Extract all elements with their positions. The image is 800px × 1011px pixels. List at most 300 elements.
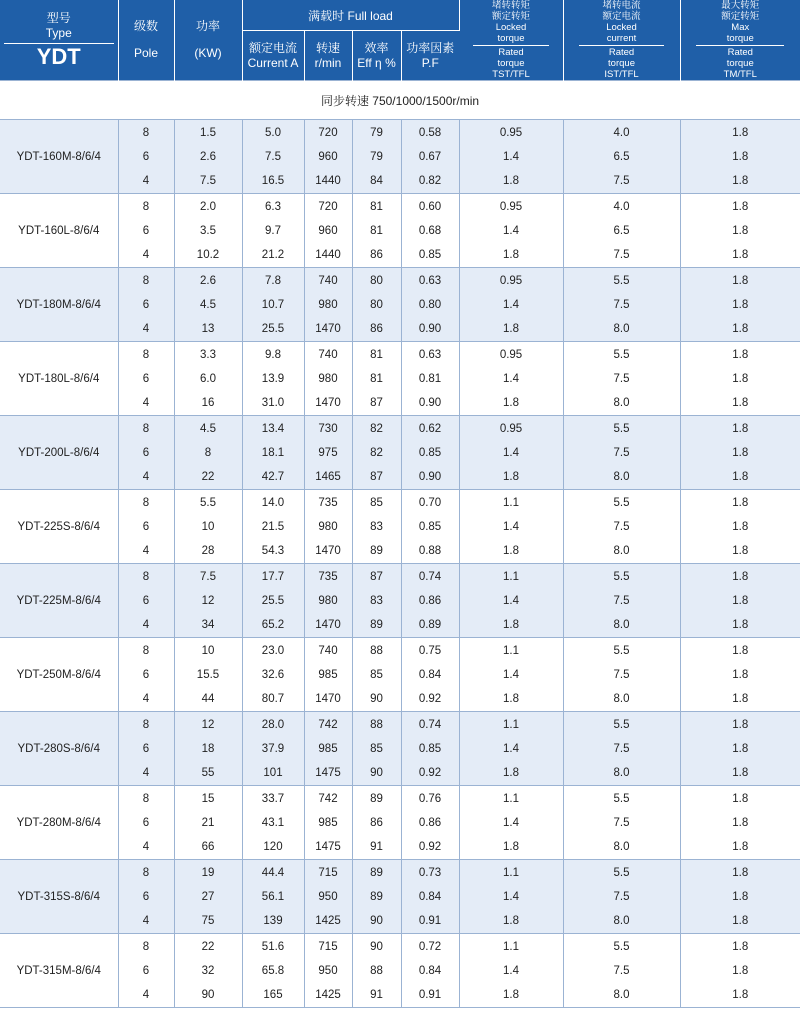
tm-ratio-cell: 1.8 [680,317,800,342]
tst-ratio-cell: 1.8 [459,317,563,342]
efficiency-cell: 81 [352,194,401,220]
current-cell: 21.5 [242,515,304,539]
table-row [0,737,800,761]
power-factor-cell: 0.92 [401,761,459,786]
ist-ratio-cell: 4.0 [563,194,680,220]
tm-ratio-cell: 1.8 [680,564,800,590]
power-factor-cell: 0.60 [401,194,459,220]
ist-ratio-cell: 5.5 [563,786,680,812]
tm-l6: torque [726,58,754,69]
current-cell: 17.7 [242,564,304,590]
tm-ratio-cell: 1.8 [680,737,800,761]
efficiency-cell: 87 [352,465,401,490]
current-cell: 9.8 [242,342,304,368]
power-cell: 90 [174,983,242,1008]
ist-ratio-cell: 5.5 [563,490,680,516]
speed-cell: 1465 [304,465,352,490]
efficiency-cell: 79 [352,120,401,146]
speed-cell: 1470 [304,687,352,712]
current-cell: 28.0 [242,712,304,738]
table-row [0,860,800,886]
efficiency-cell: 90 [352,687,401,712]
table-header [0,0,800,81]
ist-ratio-cell: 5.5 [563,564,680,590]
tst-ratio-cell: 0.95 [459,194,563,220]
tst-ratio-cell: 1.4 [459,293,563,317]
tst-ratio-cell: 1.8 [459,761,563,786]
ist-ratio-cell: 7.5 [563,959,680,983]
power-factor-cell: 0.80 [401,293,459,317]
tst-ratio-cell: 1.8 [459,169,563,194]
ist-header [563,0,680,81]
tm-ratio-cell: 1.8 [680,194,800,220]
pole-cell: 8 [118,860,174,886]
tm-l3: Max [731,22,750,33]
motor-group [0,564,800,638]
pole-cell: 4 [118,835,174,860]
efficiency-cell: 80 [352,268,401,294]
table-row [0,490,800,516]
power-cell: 32 [174,959,242,983]
motor-type-cell: YDT-180M-8/6/4 [0,268,118,342]
table-row [0,959,800,983]
speed-cell: 975 [304,441,352,465]
current-header [242,31,304,81]
tst-ratio-cell: 1.4 [459,811,563,835]
efficiency-cell: 88 [352,638,401,664]
power-factor-cell: 0.84 [401,663,459,687]
tm-ratio-cell: 1.8 [680,934,800,960]
tm-header [680,0,800,81]
power-factor-cell: 0.82 [401,169,459,194]
speed-cell: 735 [304,490,352,516]
ist-ratio-cell: 7.5 [563,243,680,268]
tm-ratio-cell: 1.8 [680,465,800,490]
tm-ratio-cell: 1.8 [680,761,800,786]
pole-cell: 8 [118,120,174,146]
tm-ratio-cell: 1.8 [680,515,800,539]
table-row [0,515,800,539]
ist-l1: 堵转电流 [602,0,641,11]
power-cell: 8 [174,441,242,465]
tm-ratio-cell: 1.8 [680,342,800,368]
tm-ratio-cell: 1.8 [680,293,800,317]
table-row [0,687,800,712]
speed-cell: 985 [304,737,352,761]
motor-type-cell: YDT-315M-8/6/4 [0,934,118,1008]
motor-type-cell: YDT-200L-8/6/4 [0,416,118,490]
pole-header [118,0,174,81]
tm-l4: torque [726,33,754,44]
power-factor-cell: 0.81 [401,367,459,391]
pole-header-en: Pole [133,46,159,60]
power-factor-cell: 0.91 [401,983,459,1008]
tm-l1: 最大转矩 [721,0,760,11]
tst-ratio-cell: 1.1 [459,934,563,960]
ist-ratio-cell: 7.5 [563,885,680,909]
power-factor-cell: 0.88 [401,539,459,564]
motor-type-cell: YDT-180L-8/6/4 [0,342,118,416]
table-row [0,761,800,786]
tst-ratio-cell: 1.1 [459,490,563,516]
current-header-cn: 额定电流 [248,40,297,55]
current-cell: 5.0 [242,120,304,146]
power-factor-cell: 0.86 [401,811,459,835]
table-row [0,317,800,342]
tst-ratio-cell: 1.8 [459,909,563,934]
table-row [0,835,800,860]
tm-ratio-cell: 1.8 [680,268,800,294]
power-cell: 2.6 [174,268,242,294]
tm-ratio-cell: 1.8 [680,169,800,194]
current-cell: 120 [242,835,304,860]
motor-group [0,934,800,1008]
pole-header-cn: 级数 [133,19,158,33]
motor-group [0,342,800,416]
ist-l7: IST/TFL [604,69,639,80]
table-row [0,909,800,934]
tst-l7: TST/TFL [492,69,530,80]
pole-cell: 8 [118,712,174,738]
power-cell: 21 [174,811,242,835]
pole-cell: 6 [118,515,174,539]
ist-ratio-cell: 7.5 [563,293,680,317]
current-cell: 42.7 [242,465,304,490]
tst-ratio-cell: 0.95 [459,268,563,294]
pf-header-cn: 功率因素 [406,40,455,55]
pole-cell: 8 [118,786,174,812]
efficiency-cell: 86 [352,317,401,342]
current-cell: 65.8 [242,959,304,983]
tst-ratio-cell: 1.8 [459,539,563,564]
power-factor-cell: 0.73 [401,860,459,886]
ist-ratio-cell: 7.5 [563,663,680,687]
current-cell: 44.4 [242,860,304,886]
power-factor-cell: 0.63 [401,342,459,368]
table-row [0,293,800,317]
speed-cell: 980 [304,589,352,613]
power-cell: 15 [174,786,242,812]
table-row [0,589,800,613]
power-cell: 10 [174,515,242,539]
power-factor-cell: 0.85 [401,737,459,761]
ist-ratio-cell: 8.0 [563,613,680,638]
tst-ratio-cell: 1.4 [459,441,563,465]
table-row [0,983,800,1008]
pole-cell: 8 [118,194,174,220]
efficiency-cell: 80 [352,293,401,317]
ist-ratio-cell: 7.5 [563,515,680,539]
pole-cell: 8 [118,342,174,368]
tst-ratio-cell: 1.4 [459,737,563,761]
tst-l5: Rated [498,47,524,58]
pole-cell: 8 [118,638,174,664]
speed-cell: 735 [304,564,352,590]
power-cell: 44 [174,687,242,712]
current-cell: 25.5 [242,589,304,613]
power-cell: 66 [174,835,242,860]
tst-l6: torque [497,58,525,69]
power-factor-cell: 0.74 [401,564,459,590]
tm-ratio-cell: 1.8 [680,983,800,1008]
table-row [0,465,800,490]
tm-l7: TM/TFL [723,69,757,80]
current-cell: 101 [242,761,304,786]
table-row [0,663,800,687]
ist-ratio-cell: 7.5 [563,169,680,194]
table-row [0,169,800,194]
power-factor-cell: 0.92 [401,687,459,712]
tst-l3: Locked [495,22,527,33]
speed-cell: 1425 [304,909,352,934]
table-row [0,243,800,268]
efficiency-cell: 89 [352,539,401,564]
tst-l4: torque [497,33,525,44]
power-factor-cell: 0.67 [401,145,459,169]
tst-ratio-cell: 1.8 [459,465,563,490]
ist-ratio-cell: 5.5 [563,860,680,886]
table-row [0,391,800,416]
efficiency-cell: 85 [352,663,401,687]
tst-ratio-cell: 1.1 [459,638,563,664]
speed-cell: 1470 [304,391,352,416]
pf-header-en: P.F [421,55,439,70]
speed-cell: 740 [304,342,352,368]
ist-ratio-cell: 8.0 [563,391,680,416]
ist-ratio-cell: 8.0 [563,983,680,1008]
power-cell: 15.5 [174,663,242,687]
table-row [0,712,800,738]
table-row [0,194,800,220]
pole-cell: 6 [118,885,174,909]
tm-ratio-cell: 1.8 [680,959,800,983]
motor-type-cell: YDT-315S-8/6/4 [0,860,118,934]
tm-ratio-cell: 1.8 [680,687,800,712]
motor-type-cell: YDT-160L-8/6/4 [0,194,118,268]
power-cell: 5.5 [174,490,242,516]
ist-divider [579,45,665,46]
power-factor-cell: 0.90 [401,317,459,342]
table-row [0,613,800,638]
efficiency-cell: 85 [352,737,401,761]
pole-cell: 6 [118,219,174,243]
power-factor-cell: 0.85 [401,243,459,268]
tst-l2: 额定转矩 [492,11,531,22]
power-cell: 10 [174,638,242,664]
power-factor-cell: 0.92 [401,835,459,860]
power-factor-cell: 0.70 [401,490,459,516]
full-load-header: 满载时 Full load [242,0,459,31]
pole-cell: 6 [118,441,174,465]
pole-cell: 4 [118,243,174,268]
current-cell: 13.4 [242,416,304,442]
speed-cell: 950 [304,959,352,983]
power-factor-cell: 0.58 [401,120,459,146]
efficiency-cell: 86 [352,811,401,835]
efficiency-cell: 87 [352,391,401,416]
pole-cell: 6 [118,367,174,391]
tm-ratio-cell: 1.8 [680,638,800,664]
tst-ratio-cell: 0.95 [459,416,563,442]
speed-cell: 980 [304,515,352,539]
pole-cell: 4 [118,909,174,934]
efficiency-cell: 89 [352,786,401,812]
table-row [0,441,800,465]
ist-ratio-cell: 8.0 [563,687,680,712]
power-cell: 13 [174,317,242,342]
efficiency-cell: 91 [352,983,401,1008]
tst-ratio-cell: 1.1 [459,860,563,886]
power-factor-cell: 0.89 [401,613,459,638]
speed-header-cn: 转速 [315,40,340,55]
pole-cell: 8 [118,490,174,516]
power-factor-cell: 0.68 [401,219,459,243]
table-row [0,786,800,812]
ist-ratio-cell: 8.0 [563,465,680,490]
power-header-cn: 功率 [195,19,220,33]
speed-cell: 1475 [304,761,352,786]
power-factor-cell: 0.76 [401,786,459,812]
pole-cell: 4 [118,687,174,712]
speed-cell: 742 [304,786,352,812]
current-cell: 7.5 [242,145,304,169]
power-factor-cell: 0.90 [401,391,459,416]
speed-cell: 960 [304,145,352,169]
tm-ratio-cell: 1.8 [680,835,800,860]
tst-ratio-cell: 1.1 [459,564,563,590]
eff-header-en: Eff η % [357,55,396,70]
table-row [0,342,800,368]
power-cell: 75 [174,909,242,934]
power-factor-cell: 0.86 [401,589,459,613]
pole-cell: 6 [118,145,174,169]
current-cell: 16.5 [242,169,304,194]
motor-group [0,268,800,342]
current-cell: 139 [242,909,304,934]
power-cell: 12 [174,712,242,738]
speed-cell: 1440 [304,169,352,194]
pole-cell: 4 [118,465,174,490]
current-cell: 31.0 [242,391,304,416]
tm-ratio-cell: 1.8 [680,589,800,613]
power-cell: 22 [174,465,242,490]
pole-cell: 4 [118,761,174,786]
speed-cell: 740 [304,268,352,294]
power-cell: 4.5 [174,416,242,442]
ist-ratio-cell: 5.5 [563,416,680,442]
efficiency-cell: 88 [352,959,401,983]
ist-l3: Locked [606,22,637,33]
current-cell: 6.3 [242,194,304,220]
pole-cell: 8 [118,564,174,590]
power-factor-cell: 0.72 [401,934,459,960]
speed-cell: 1440 [304,243,352,268]
efficiency-cell: 85 [352,490,401,516]
motor-type-cell: YDT-160M-8/6/4 [0,120,118,194]
pole-cell: 8 [118,934,174,960]
tm-ratio-cell: 1.8 [680,145,800,169]
speed-cell: 730 [304,416,352,442]
power-cell: 27 [174,885,242,909]
speed-cell: 1425 [304,983,352,1008]
tst-ratio-cell: 0.95 [459,120,563,146]
tst-l1: 堵转转矩 [492,0,531,11]
current-cell: 14.0 [242,490,304,516]
table-row [0,219,800,243]
pole-cell: 6 [118,293,174,317]
series-label: YDT [36,43,81,69]
efficiency-cell: 90 [352,909,401,934]
power-cell: 19 [174,860,242,886]
tst-ratio-cell: 1.4 [459,589,563,613]
ist-ratio-cell: 8.0 [563,835,680,860]
motor-group [0,712,800,786]
motor-group [0,194,800,268]
ist-ratio-cell: 8.0 [563,909,680,934]
tm-ratio-cell: 1.8 [680,219,800,243]
motor-type-cell: YDT-225S-8/6/4 [0,490,118,564]
efficiency-cell: 81 [352,342,401,368]
power-factor-cell: 0.62 [401,416,459,442]
efficiency-cell: 83 [352,589,401,613]
table-row [0,268,800,294]
ist-ratio-cell: 5.5 [563,934,680,960]
speed-cell: 985 [304,811,352,835]
table-row [0,934,800,960]
ist-ratio-cell: 7.5 [563,367,680,391]
ist-ratio-cell: 7.5 [563,441,680,465]
power-factor-cell: 0.85 [401,515,459,539]
pole-cell: 6 [118,663,174,687]
efficiency-cell: 81 [352,367,401,391]
table-row [0,367,800,391]
tst-ratio-cell: 1.8 [459,835,563,860]
current-cell: 10.7 [242,293,304,317]
power-cell: 1.5 [174,120,242,146]
power-cell: 34 [174,613,242,638]
efficiency-cell: 83 [352,515,401,539]
ist-ratio-cell: 7.5 [563,737,680,761]
power-factor-cell: 0.75 [401,638,459,664]
pole-cell: 4 [118,391,174,416]
type-header [0,0,118,81]
tm-ratio-cell: 1.8 [680,391,800,416]
speed-cell: 720 [304,194,352,220]
power-cell: 3.5 [174,219,242,243]
efficiency-cell: 84 [352,169,401,194]
efficiency-cell: 82 [352,441,401,465]
speed-cell: 960 [304,219,352,243]
current-cell: 25.5 [242,317,304,342]
ist-ratio-cell: 5.5 [563,638,680,664]
motor-group [0,860,800,934]
pole-cell: 4 [118,983,174,1008]
pole-cell: 6 [118,811,174,835]
tm-ratio-cell: 1.8 [680,909,800,934]
tst-ratio-cell: 1.4 [459,885,563,909]
tm-ratio-cell: 1.8 [680,416,800,442]
speed-cell: 1470 [304,317,352,342]
ist-ratio-cell: 5.5 [563,268,680,294]
ist-l2: 额定电流 [602,11,641,22]
speed-cell: 985 [304,663,352,687]
eff-header-cn: 效率 [364,40,389,55]
power-cell: 12 [174,589,242,613]
tst-ratio-cell: 1.8 [459,613,563,638]
tst-ratio-cell: 1.4 [459,515,563,539]
pf-header [401,31,459,81]
power-header-en: (KW) [194,46,222,60]
